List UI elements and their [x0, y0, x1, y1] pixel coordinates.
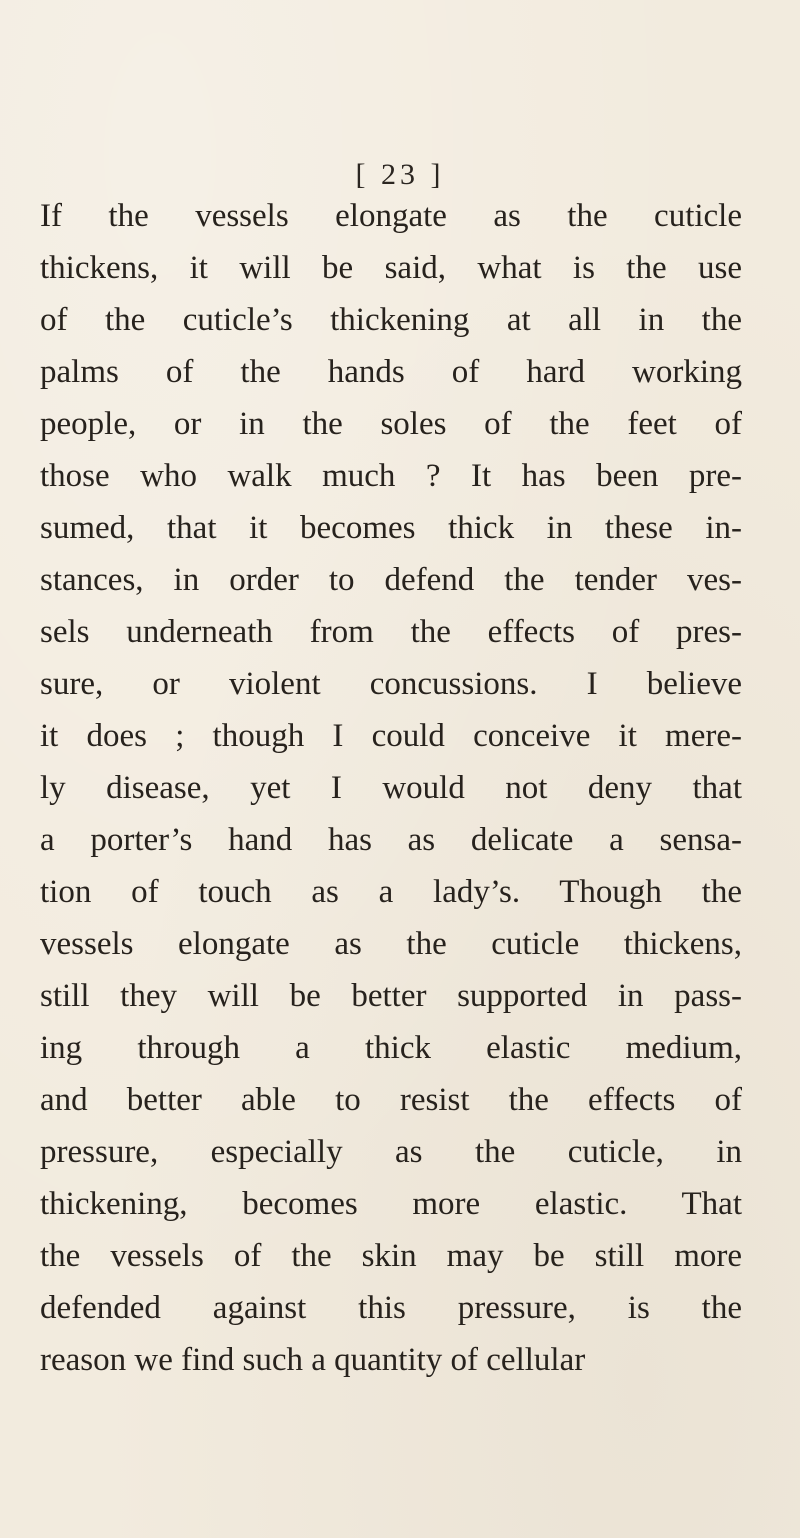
text-line: the vessels of the skin may be still more	[40, 1238, 742, 1274]
text-line: thickening, becomes more elastic. That	[40, 1186, 742, 1222]
text-line: reason we find such a quantity of cellular	[40, 1342, 586, 1378]
text-line: pressure, especially as the cuticle, in	[40, 1134, 742, 1170]
text-line: If the vessels elongate as the cuticle	[40, 198, 742, 234]
page-number: [ 23 ]	[355, 158, 445, 191]
text-line: vessels elongate as the cuticle thickens,	[40, 926, 742, 962]
text-line: people, or in the soles of the feet of	[40, 406, 742, 442]
text-line: tion of touch as a lady’s. Though the	[40, 874, 742, 910]
text-line: sumed, that it becomes thick in these in-	[40, 510, 742, 546]
text-line: stances, in order to defend the tender ves-	[40, 562, 742, 598]
text-line: defended against this pressure, is the	[40, 1290, 742, 1326]
text-line: a porter’s hand has as delicate a sensa-	[40, 822, 742, 858]
text-line: ing through a thick elastic medium,	[40, 1030, 742, 1066]
text-line: still they will be better supported in pass-	[40, 978, 742, 1014]
text-line: those who walk much ? It has been pre-	[40, 458, 742, 494]
text-line: and better able to resist the effects of	[40, 1082, 742, 1118]
text-line: sure, or violent concussions. I believe	[40, 666, 742, 702]
text-line: it does ; though I could conceive it mere-	[40, 718, 742, 754]
text-line: thickens, it will be said, what is the use	[40, 250, 742, 286]
text-line: of the cuticle’s thickening at all in the	[40, 302, 742, 338]
text-line: ly disease, yet I would not deny that	[40, 770, 742, 806]
text-line: palms of the hands of hard working	[40, 354, 742, 390]
text-line: sels underneath from the effects of pres-	[40, 614, 742, 650]
